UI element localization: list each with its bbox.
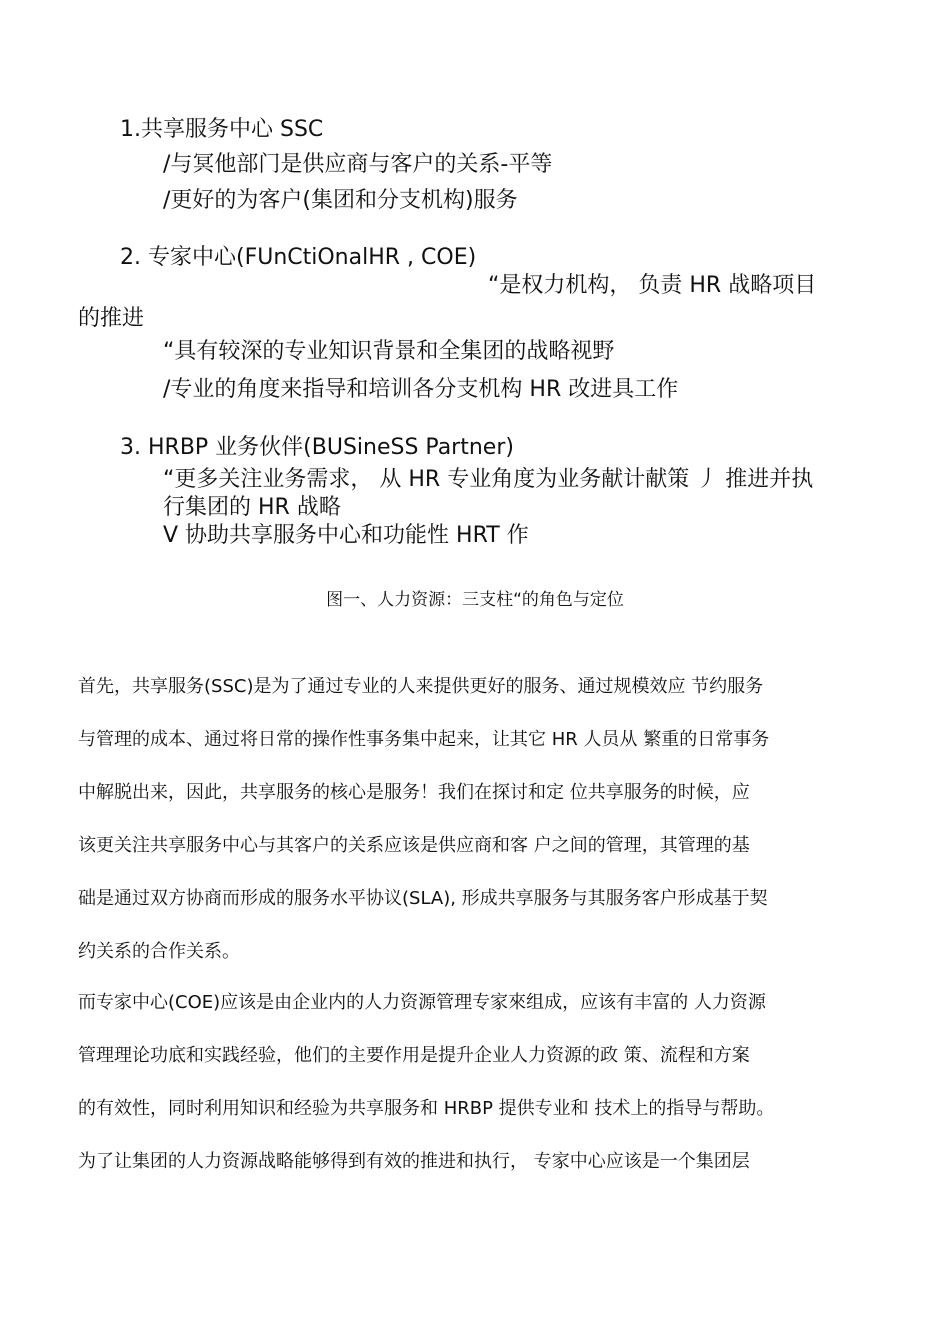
section-1-line-1: /与冥他部门是供应商与客户的关系-平等 — [163, 152, 553, 177]
section-1-heading: 1.共享服务中心 SSC — [120, 117, 324, 142]
paragraph-line: 该更关注共享服务中心与其客户的关系应该是供应商和客 户之间的管理，其管理的基 — [78, 835, 750, 856]
section-2-heading: 2. 专家中心(FUnCtiOnalHR , COE) — [120, 245, 477, 270]
section-3-line-2: 行集团的 HR 战略 — [163, 495, 341, 520]
paragraph-line: 管理理论功底和实践经验，他们的主要作用是提升企业人力资源的政 策、流程和方案 — [78, 1045, 750, 1066]
section-2-line-1: “是权力机构， 负责 HR 战略项目 — [488, 273, 817, 298]
paragraph-line: 础是通过双方协商而形成的服务水平协议(SLA), 形成共享服务与其服务客户形成基于契 — [78, 888, 768, 909]
section-3-line-1: “更多关注业务需求， 从 HR 专业角度为业务献计献策 丿 推进并执 — [163, 467, 814, 492]
section-2-line-3: “具有较深的专业知识背景和全集团的战略视野 — [163, 339, 615, 364]
paragraph-line: 而专家中心(COE)应该是由企业内的人力资源管理专家來组成，应该有丰富的 人力资源 — [78, 992, 766, 1013]
figure-caption: 图一、人力资源：三支柱“的角色与定位 — [326, 590, 624, 610]
paragraph-line: 的有效性，同时利用知识和经验为共享服务和 HRBP 提供专业和 技术上的指导与帮助。 — [78, 1098, 775, 1119]
section-3-heading: 3. HRBP 业务伙伴(BUSineSS Partner) — [120, 435, 514, 460]
paragraph-line: 与管理的成本、通过将日常的操作性事务集中起来，让其它 HR 人员从 繁重的日常事务 — [78, 729, 770, 750]
section-2-line-4: /专业的角度来指导和培训各分支机构 HR 改进具工作 — [163, 377, 679, 402]
section-2-line-2: 的推进 — [78, 306, 145, 331]
section-1-line-2: /更好的为客户(集团和分支机构)服务 — [163, 188, 518, 213]
paragraph-line: 中解脱出来，因此，共享服务的核心是服务！我们在探讨和定 位共享服务的时候，应 — [78, 782, 750, 803]
paragraph-coe — [78, 990, 868, 1202]
paragraph-line: 约关系的合作关系。 — [78, 941, 240, 962]
paragraph-line: 为了让集团的人力资源战略能够得到有效的推进和执行， 专家中心应该是一个集团层 — [78, 1151, 750, 1172]
section-3-line-3: V 协助共享服务中心和功能性 HRT 作 — [163, 523, 529, 548]
paragraph-line: 首先，共享服务(SSC)是为了通过专业的人来提供更好的服务、通过规模效应 节约服务 — [78, 676, 764, 697]
paragraph-ssc — [78, 674, 868, 992]
